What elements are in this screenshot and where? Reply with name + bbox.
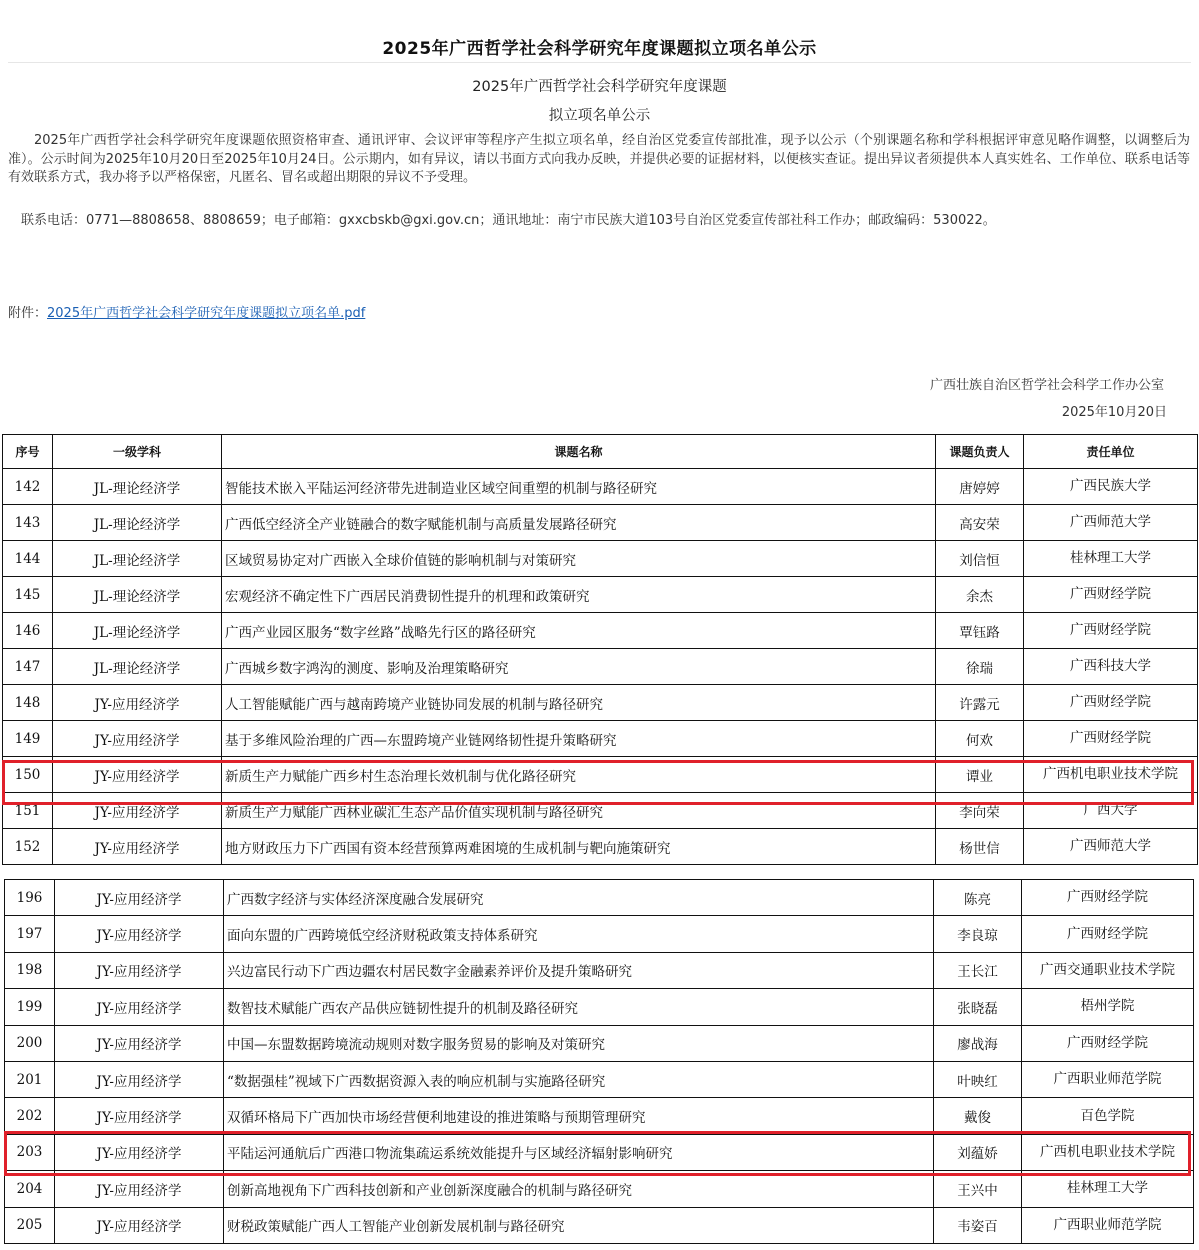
table-row — [3, 721, 1198, 757]
cell-unit: 广西交通职业技术学院 — [1022, 952, 1194, 988]
cell-no: 201 — [5, 1061, 55, 1097]
cell-topic: 财税政策赋能广西人工智能产业创新发展机制与路径研究 — [224, 1207, 934, 1243]
cell-leader: 叶映红 — [934, 1061, 1022, 1097]
issue-date: 2025年10月20日 — [1061, 405, 1167, 420]
cell-discipline: JY-应用经济学 — [53, 829, 222, 865]
cell-discipline: JL-理论经济学 — [53, 469, 222, 505]
cell-no: 146 — [3, 613, 53, 649]
cell-discipline: JY-应用经济学 — [53, 721, 222, 757]
cell-no: 148 — [3, 685, 53, 721]
cell-discipline: JY-应用经济学 — [55, 1171, 224, 1207]
cell-discipline: JY-应用经济学 — [55, 1098, 224, 1134]
cell-discipline: JL-理论经济学 — [53, 577, 222, 613]
table-row — [3, 685, 1198, 721]
cell-leader: 刘蕴娇 — [934, 1134, 1022, 1170]
cell-unit: 梧州学院 — [1022, 989, 1194, 1025]
cell-no: 147 — [3, 649, 53, 685]
title-divider — [8, 62, 1191, 63]
cell-topic: 人工智能赋能广西与越南跨境产业链协同发展的机制与路径研究 — [222, 685, 936, 721]
cell-no: 196 — [5, 880, 55, 916]
cell-leader: 刘信恒 — [936, 541, 1024, 577]
cell-leader: 许露元 — [936, 685, 1024, 721]
table-row — [5, 1061, 1194, 1097]
cell-topic: 智能技术嵌入平陆运河经济带先进制造业区域空间重塑的机制与路径研究 — [222, 469, 936, 505]
cell-leader: 何欢 — [936, 721, 1024, 757]
cell-no: 150 — [3, 757, 53, 793]
cell-leader: 王兴中 — [934, 1171, 1022, 1207]
cell-leader: 徐瑞 — [936, 649, 1024, 685]
cell-topic: 基于多维风险治理的广西—东盟跨境产业链网络韧性提升策略研究 — [222, 721, 936, 757]
page-title: 2025年广西哲学社会科学研究年度课题拟立项名单公示 — [382, 39, 817, 59]
cell-no: 145 — [3, 577, 53, 613]
table-row — [3, 793, 1198, 829]
cell-topic: 广西数字经济与实体经济深度融合发展研究 — [224, 880, 934, 916]
header-topic: 课题名称 — [222, 435, 936, 469]
cell-discipline: JL-理论经济学 — [53, 613, 222, 649]
table-row — [3, 469, 1198, 505]
cell-unit: 广西财经学院 — [1024, 685, 1198, 721]
cell-no: 198 — [5, 952, 55, 988]
cell-discipline: JY-应用经济学 — [55, 1207, 224, 1243]
cell-unit: 广西财经学院 — [1024, 721, 1198, 757]
cell-leader: 戴俊 — [934, 1098, 1022, 1134]
cell-topic: 新质生产力赋能广西乡村生态治理长效机制与优化路径研究 — [222, 757, 936, 793]
cell-unit: 桂林理工大学 — [1022, 1171, 1194, 1207]
table-row — [3, 505, 1198, 541]
project-table-2 — [4, 879, 1194, 1244]
cell-discipline: JY-应用经济学 — [55, 1025, 224, 1061]
cell-unit: 广西财经学院 — [1022, 916, 1194, 952]
cell-topic: 区域贸易协定对广西嵌入全球价值链的影响机制与对策研究 — [222, 541, 936, 577]
table-row — [5, 916, 1194, 952]
notice-body: 2025年广西哲学社会科学研究年度课题依照资格审查、通讯评审、会议评审等程序产生拟立项名单，经自治区党委宣传部批准，现予以公示（个别课题名称和学科根据评审意见略作调整，以调整后为准）。公示时间为2025年10月20日至2025年10月24日。公示期内，如有异议，请以书面方式向我办反映，并提供必要的证据材料，以便核实查证。提出异议者须提供本人真实姓名、工作单位、联系电话等有效联系方式，我办将予以严格保密，凡匿名、冒名或超出期限的异议不予受理。 — [8, 133, 1190, 185]
cell-discipline: JL-理论经济学 — [53, 649, 222, 685]
cell-discipline: JY-应用经济学 — [53, 793, 222, 829]
contact-info: 联系电话：0771—8808658、8808659；电子邮箱：gxxcbskb@gxi.gov.cn；通讯地址：南宁市民族大道103号自治区党委宣传部社科工作办；邮政编码：530022。 — [21, 213, 996, 228]
cell-leader: 覃钰路 — [936, 613, 1024, 649]
table-row — [3, 649, 1198, 685]
cell-unit: 广西财经学院 — [1024, 577, 1198, 613]
cell-leader: 韦姿百 — [934, 1207, 1022, 1243]
notice-title-line2: 拟立项名单公示 — [548, 108, 651, 124]
cell-discipline: JY-应用经济学 — [55, 1134, 224, 1170]
issuing-organization: 广西壮族自治区哲学社会科学工作办公室 — [929, 378, 1164, 393]
cell-no: 149 — [3, 721, 53, 757]
table-row — [5, 1207, 1194, 1243]
cell-topic: 中国—东盟数据跨境流动规则对数字服务贸易的影响及对策研究 — [224, 1025, 934, 1061]
attachment-link[interactable]: 2025年广西哲学社会科学研究年度课题拟立项名单.pdf — [47, 306, 366, 321]
table-row — [3, 613, 1198, 649]
cell-unit: 广西师范大学 — [1024, 505, 1198, 541]
cell-topic: 双循环格局下广西加快市场经营便利地建设的推进策略与预期管理研究 — [224, 1098, 934, 1134]
cell-topic: 平陆运河通航后广西港口物流集疏运系统效能提升与区域经济辐射影响研究 — [224, 1134, 934, 1170]
cell-discipline: JL-理论经济学 — [53, 541, 222, 577]
cell-topic: 兴边富民行动下广西边疆农村居民数字金融素养评价及提升策略研究 — [224, 952, 934, 988]
cell-unit: 广西职业师范学院 — [1022, 1207, 1194, 1243]
attachment-label: 附件： — [8, 306, 48, 321]
cell-topic: 广西低空经济全产业链融合的数字赋能机制与高质量发展路径研究 — [222, 505, 936, 541]
cell-unit: 广西职业师范学院 — [1022, 1061, 1194, 1097]
cell-unit: 桂林理工大学 — [1024, 541, 1198, 577]
cell-unit: 广西机电职业技术学院 — [1024, 757, 1198, 793]
cell-leader: 廖战海 — [934, 1025, 1022, 1061]
project-table-1 — [2, 434, 1198, 865]
header-unit: 责任单位 — [1024, 435, 1198, 469]
cell-leader: 李良琼 — [934, 916, 1022, 952]
cell-discipline: JY-应用经济学 — [55, 1061, 224, 1097]
table-row — [3, 577, 1198, 613]
cell-unit: 广西财经学院 — [1022, 1025, 1194, 1061]
cell-unit: 广西财经学院 — [1024, 613, 1198, 649]
cell-discipline: JL-理论经济学 — [53, 505, 222, 541]
cell-unit: 广西大学 — [1024, 793, 1198, 829]
table-row — [5, 1171, 1194, 1207]
cell-unit: 广西民族大学 — [1024, 469, 1198, 505]
cell-no: 199 — [5, 989, 55, 1025]
table-row — [5, 952, 1194, 988]
cell-discipline: JY-应用经济学 — [53, 685, 222, 721]
table-body-2 — [5, 880, 1194, 1244]
table-body-1 — [3, 469, 1198, 865]
table-header-row — [3, 435, 1198, 469]
cell-leader: 王长江 — [934, 952, 1022, 988]
cell-no: 142 — [3, 469, 53, 505]
cell-no: 204 — [5, 1171, 55, 1207]
table-row — [3, 829, 1198, 865]
cell-no: 202 — [5, 1098, 55, 1134]
cell-topic: 数智技术赋能广西农产品供应链韧性提升的机制及路径研究 — [224, 989, 934, 1025]
cell-topic: 广西城乡数字鸿沟的测度、影响及治理策略研究 — [222, 649, 936, 685]
cell-unit: 广西师范大学 — [1024, 829, 1198, 865]
header-no: 序号 — [3, 435, 53, 469]
cell-no: 144 — [3, 541, 53, 577]
cell-discipline: JY-应用经济学 — [55, 916, 224, 952]
cell-topic: 创新高地视角下广西科技创新和产业创新深度融合的机制与路径研究 — [224, 1171, 934, 1207]
table-row — [5, 1098, 1194, 1134]
cell-no: 203 — [5, 1134, 55, 1170]
header-leader: 课题负责人 — [936, 435, 1024, 469]
cell-leader: 陈亮 — [934, 880, 1022, 916]
cell-leader: 张晓磊 — [934, 989, 1022, 1025]
header-discipline: 一级学科 — [53, 435, 222, 469]
table-row — [5, 1025, 1194, 1061]
cell-leader: 高安荣 — [936, 505, 1024, 541]
notice-title-line1: 2025年广西哲学社会科学研究年度课题 — [472, 79, 727, 95]
table-row — [5, 880, 1194, 916]
table-row — [3, 541, 1198, 577]
cell-leader: 余杰 — [936, 577, 1024, 613]
cell-leader: 谭业 — [936, 757, 1024, 793]
cell-discipline: JY-应用经济学 — [55, 880, 224, 916]
cell-unit: 广西科技大学 — [1024, 649, 1198, 685]
cell-no: 143 — [3, 505, 53, 541]
cell-leader: 李向荣 — [936, 793, 1024, 829]
attachment-line — [8, 302, 365, 321]
cell-no: 205 — [5, 1207, 55, 1243]
cell-leader: 杨世信 — [936, 829, 1024, 865]
cell-topic: 广西产业园区服务“数字丝路”战略先行区的路径研究 — [222, 613, 936, 649]
cell-topic: “数据强桂”视域下广西数据资源入表的响应机制与实施路径研究 — [224, 1061, 934, 1097]
cell-discipline: JY-应用经济学 — [55, 989, 224, 1025]
cell-topic: 新质生产力赋能广西林业碳汇生态产品价值实现机制与路径研究 — [222, 793, 936, 829]
cell-no: 197 — [5, 916, 55, 952]
cell-leader: 唐婷婷 — [936, 469, 1024, 505]
cell-topic: 宏观经济不确定性下广西居民消费韧性提升的机理和政策研究 — [222, 577, 936, 613]
cell-topic: 地方财政压力下广西国有资本经营预算两难困境的生成机制与靶向施策研究 — [222, 829, 936, 865]
cell-topic: 面向东盟的广西跨境低空经济财税政策支持体系研究 — [224, 916, 934, 952]
table-row — [5, 989, 1194, 1025]
cell-discipline: JY-应用经济学 — [55, 952, 224, 988]
cell-unit: 百色学院 — [1022, 1098, 1194, 1134]
cell-unit: 广西机电职业技术学院 — [1022, 1134, 1194, 1170]
cell-no: 200 — [5, 1025, 55, 1061]
table-row — [3, 757, 1198, 793]
cell-unit: 广西财经学院 — [1022, 880, 1194, 916]
table-row — [5, 1134, 1194, 1170]
cell-no: 151 — [3, 793, 53, 829]
cell-no: 152 — [3, 829, 53, 865]
cell-discipline: JY-应用经济学 — [53, 757, 222, 793]
